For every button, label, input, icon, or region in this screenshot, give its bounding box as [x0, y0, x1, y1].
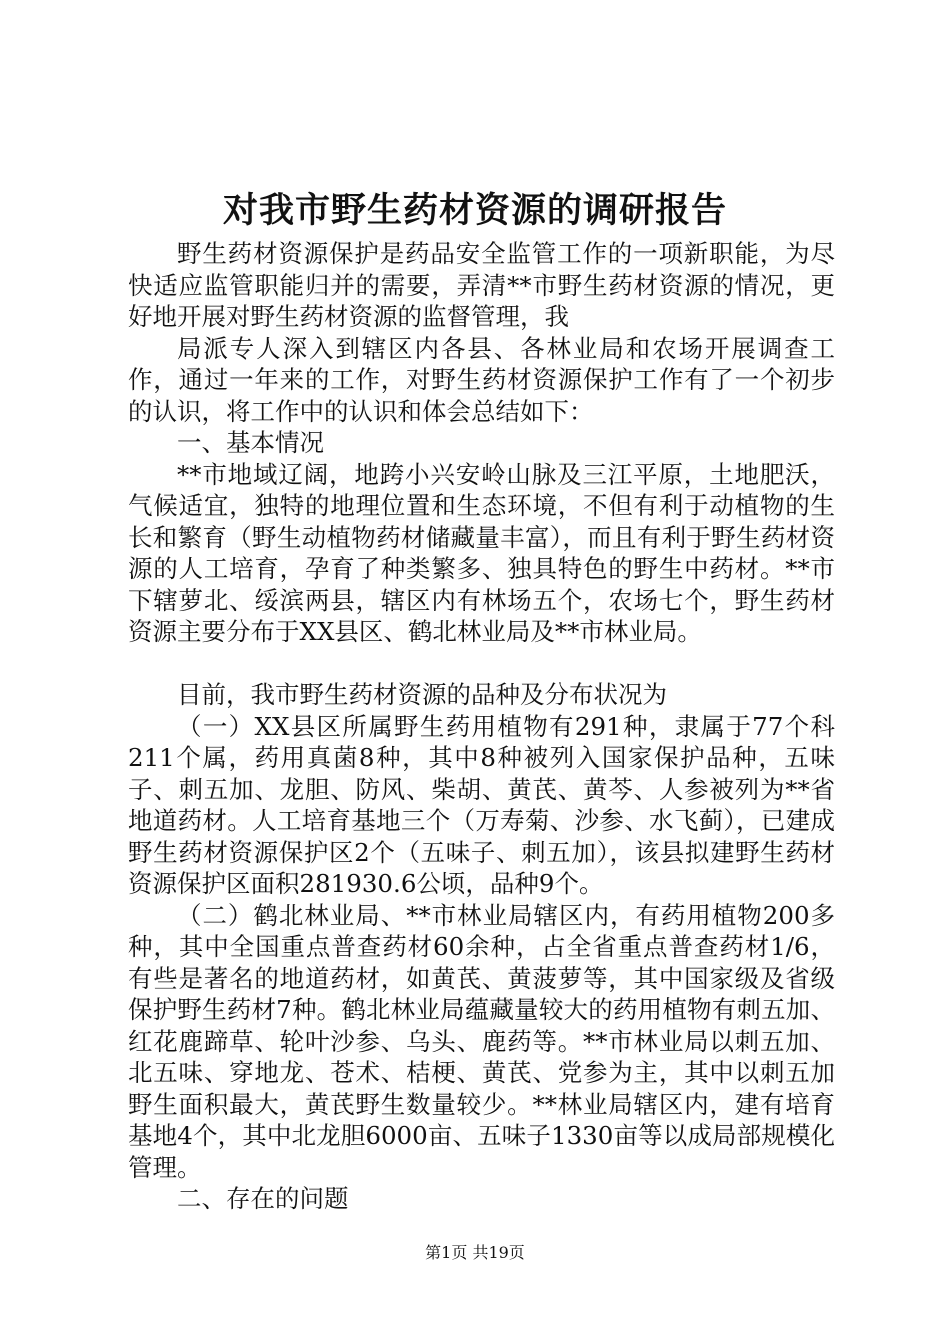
page-number-footer: 第1页 共19页	[425, 1243, 525, 1262]
paragraph: 目前，我市野生药材资源的品种及分布状况为	[177, 680, 667, 709]
paragraph: 野生药材资源保护是药品安全监管工作的一项新职能，为尽快适应监管职能归并的需要，弄清**市野生药材资源的情况，更好地开展对野生药材资源的监督管理，我	[128, 239, 835, 331]
document-title: 对我市野生药材资源的调研报告	[222, 190, 727, 231]
paragraph: （一）XX县区所属野生药用植物有291种，隶属于77个科211个属，药用真菌8种，其中8种被列入国家保护品种，五味子、刺五加、龙胆、防风、柴胡、黄芪、黄芩、人参被列为**省地道药材。人工培育基地三个（万寿菊、沙参、水飞蓟），已建成野生药材资源保护区2个（五味子、刺五加），该县拟建野生药材资源保护区面积281930.6公顷，品种9个。	[128, 711, 835, 898]
section-heading: 一、基本情况	[177, 428, 324, 457]
document-body	[128, 238, 835, 1215]
paragraph: （二）鹤北林业局、**市林业局辖区内，有药用植物200多种，其中全国重点普查药材60余种，占全省重点普查药材1/6，有些是著名的地道药材，如黄芪、黄菠萝等，其中国家级及省级保护野生药材7种。鹤北林业局蕴藏量较大的药用植物有刺五加、红花鹿蹄草、轮叶沙参、乌头、鹿药等。**市林业局以刺五加、北五味、穿地龙、苍术、桔梗、黄芪、党参为主，其中以刺五加野生面积最大，黄芪野生数量较少。**林业局辖区内，建有培育基地4个，其中北龙胆6000亩、五味子1330亩等以成局部规模化管理。	[128, 900, 835, 1182]
section-heading: 二、存在的问题	[177, 1184, 349, 1213]
paragraph: 局派专人深入到辖区内各县、各林业局和农场开展调查工作，通过一年来的工作，对野生药材资源保护工作有了一个初步的认识，将工作中的认识和体会总结如下：	[128, 333, 835, 426]
paragraph: **市地域辽阔，地跨小兴安岭山脉及三江平原，土地肥沃，气候适宜，独特的地理位置和生态环境，不但有利于动植物的生长和繁育（野生动植物药材储藏量丰富），而且有利于野生药材资源的人工培育，孕育了种类繁多、独具特色的野生中药材。**市下辖萝北、绥滨两县，辖区内有林场五个，农场七个，野生药材资源主要分布于XX县区、鹤北林业局及**市林业局。	[128, 459, 835, 646]
